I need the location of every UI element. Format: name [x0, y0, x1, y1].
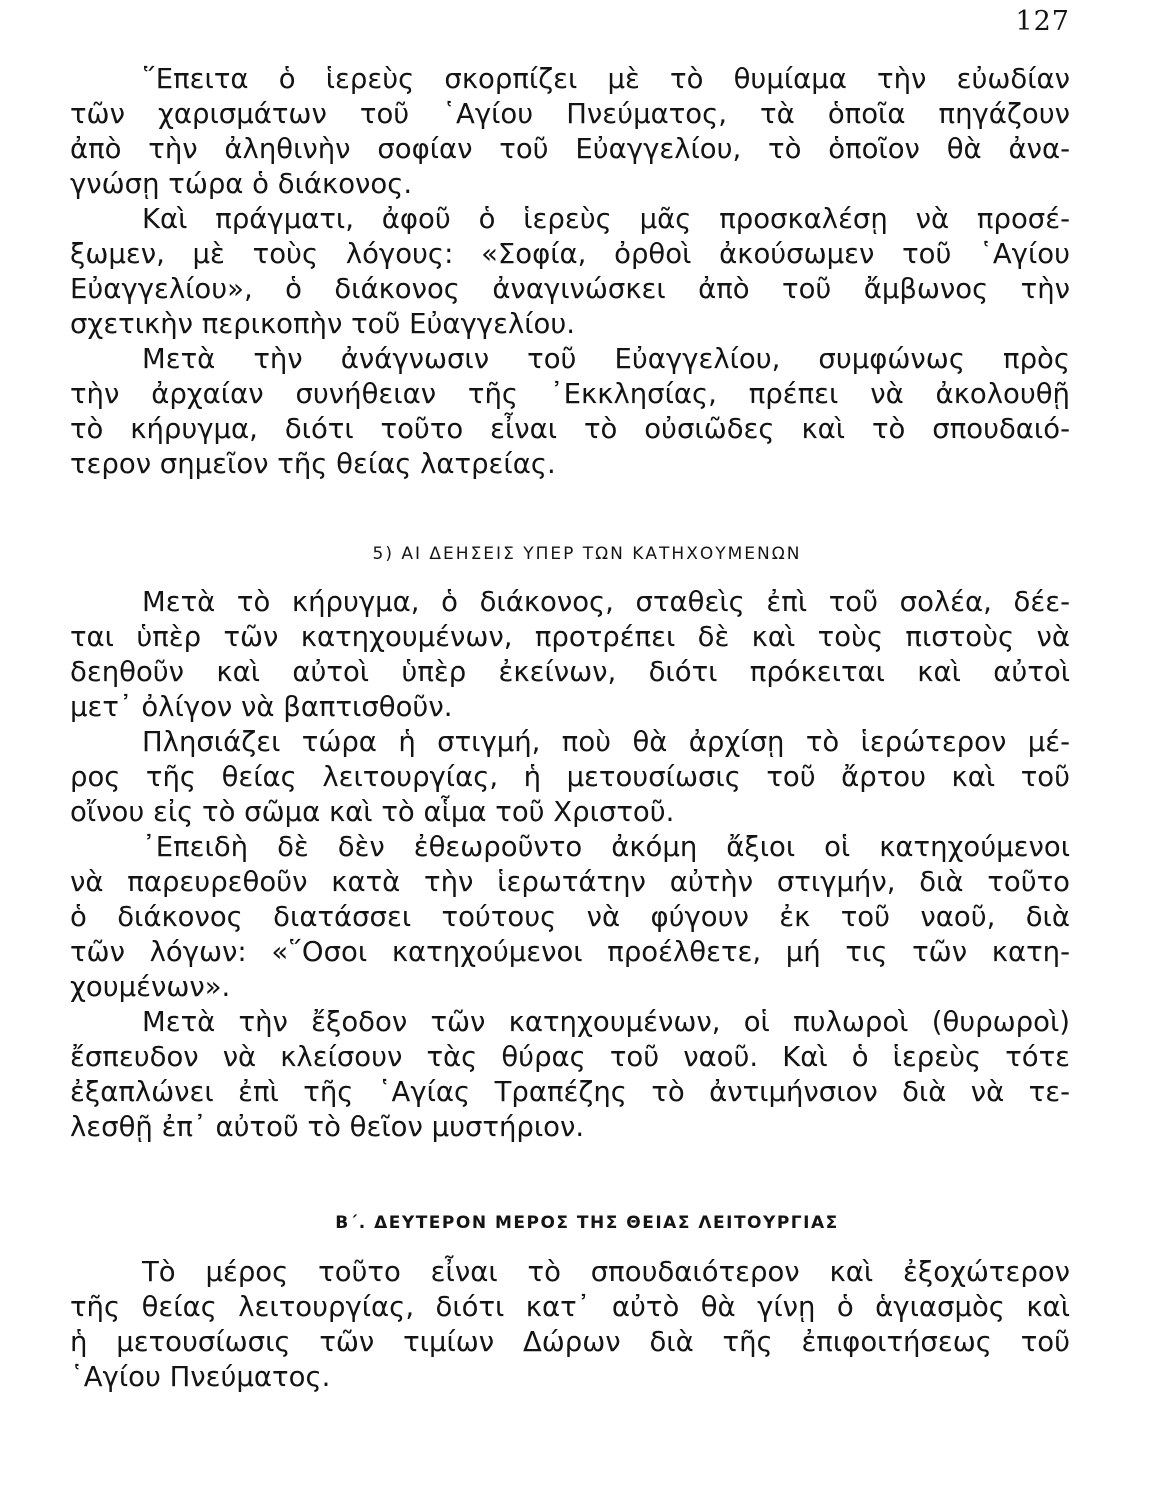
paragraph — [70, 62, 1070, 202]
section-heading: Β΄. ΔΕΥΤΕΡΟΝ ΜΕΡΟΣ ΤΗΣ ΘΕΙΑΣ ΛΕΙΤΟΥΡΓΙΑΣ — [335, 1213, 839, 1233]
text-line: Εὐαγγελίου», ὁ διάκονος ἀναγινώσκει ἀπὸ τοῦ ἄμβωνος τὴν — [70, 273, 1070, 305]
section-heading: 5) ΑΙ ΔΕΗΣΕΙΣ ΥΠΕΡ ΤΩΝ ΚΑΤΗΧΟΥΜΕΝΩΝ — [372, 544, 802, 564]
text-section-3 — [70, 1255, 1070, 1395]
paragraph — [70, 1005, 1070, 1145]
text-line: νὰ παρευρεθοῦν κατὰ τὴν ἱερωτάτην αὐτὴν στιγμήν, διὰ τοῦτο — [70, 866, 1070, 898]
text-line: Καὶ πράγματι, ἀφοῦ ὁ ἱερεὺς μᾶς προσκαλέσῃ νὰ προσέ- — [142, 203, 1070, 235]
text-line: ᾽Επειδὴ δὲ δὲν ἐθεωροῦντο ἀκόμη ἄξιοι οἱ κατηχούμενοι — [142, 831, 1070, 863]
text-line: Πλησιάζει τώρα ἡ στιγμή, ποὺ θὰ ἀρχίσῃ τὸ ἱερώτερον μέ- — [142, 726, 1070, 758]
text-line: ῾Αγίου Πνεύματος. — [70, 1361, 331, 1393]
text-line: τῶν λόγων: «῞Οσοι κατηχούμενοι προέλθετε, μή τις τῶν κατη- — [70, 936, 1070, 968]
text-line: τερον σημεῖον τῆς θείας λατρείας. — [70, 448, 556, 480]
text-section-2 — [70, 585, 1070, 1145]
paragraph — [70, 342, 1070, 482]
paragraph — [70, 1255, 1070, 1395]
text-line: γνώσῃ τώρα ὁ διάκονος. — [70, 168, 413, 200]
text-line: τῶν χαρισμάτων τοῦ ῾Αγίου Πνεύματος, τὰ ὁποῖα πηγάζουν — [70, 98, 1070, 130]
text-line: μετ᾽ ὀλίγον νὰ βαπτισθοῦν. — [70, 691, 453, 723]
text-line: ἡ μετουσίωσις τῶν τιμίων Δώρων διὰ τῆς ἐπιφοιτήσεως τοῦ — [70, 1326, 1070, 1358]
text-line: ρος τῆς θείας λειτουργίας, ἡ μετουσίωσις τοῦ ἄρτου καὶ τοῦ — [70, 761, 1070, 793]
text-line: τῆς θείας λειτουργίας, διότι κατ᾽ αὐτὸ θὰ γίνῃ ὁ ἁγιασμὸς καὶ — [70, 1291, 1070, 1323]
text-line: ται ὑπὲρ τῶν κατηχουμένων, προτρέπει δὲ καὶ τοὺς πιστοὺς νὰ — [70, 621, 1070, 653]
text-line: σχετικὴν περικοπὴν τοῦ Εὐαγγελίου. — [70, 308, 576, 340]
text-line: ξωμεν, μὲ τοὺς λόγους: «Σοφία, ὀρθοὶ ἀκούσωμεν τοῦ ῾Αγίου — [70, 238, 1070, 270]
paragraph — [70, 725, 1070, 830]
text-line: χουμένων». — [70, 971, 231, 1003]
text-line: ἀπὸ τὴν ἀληθινὴν σοφίαν τοῦ Εὐαγγελίου, τὸ ὁποῖον θὰ ἀνα- — [70, 133, 1070, 165]
text-line: Μετὰ τὴν ἀνάγνωσιν τοῦ Εὐαγγελίου, συμφώνως πρὸς — [142, 343, 1070, 375]
page-number: 127 — [1015, 6, 1070, 37]
text-line: Τὸ μέρος τοῦτο εἶναι τὸ σπουδαιότερον καὶ ἐξοχώτερον — [142, 1256, 1070, 1288]
text-line: τὴν ἀρχαίαν συνήθειαν τῆς ᾽Εκκλησίας, πρέπει νὰ ἀκολουθῇ — [70, 378, 1070, 410]
paragraph — [70, 202, 1070, 342]
text-line: ὁ διάκονος διατάσσει τούτους νὰ φύγουν ἐκ τοῦ ναοῦ, διὰ — [70, 901, 1070, 933]
text-line: ῞Επειτα ὁ ἱερεὺς σκορπίζει μὲ τὸ θυμίαμα τὴν εὐωδίαν — [142, 63, 1070, 95]
text-line: λεσθῇ ἐπ᾽ αὐτοῦ τὸ θεῖον μυστήριον. — [70, 1111, 585, 1143]
text-line: δεηθοῦν καὶ αὐτοὶ ὑπὲρ ἐκείνων, διότι πρόκειται καὶ αὐτοὶ — [70, 656, 1070, 688]
text-line: Μετὰ τὸ κήρυγμα, ὁ διάκονος, σταθεὶς ἐπὶ τοῦ σολέα, δέε- — [142, 586, 1070, 618]
text-line: ἐξαπλώνει ἐπὶ τῆς ῾Αγίας Τραπέζης τὸ ἀντιμήνσιον διὰ νὰ τε- — [70, 1076, 1070, 1108]
text-line: ἔσπευδον νὰ κλείσουν τὰς θύρας τοῦ ναοῦ. Καὶ ὁ ἱερεὺς τότε — [70, 1041, 1070, 1073]
text-line: τὸ κήρυγμα, διότι τοῦτο εἶναι τὸ οὐσιῶδες καὶ τὸ σπουδαιό- — [70, 413, 1070, 445]
text-line: Μετὰ τὴν ἔξοδον τῶν κατηχουμένων, οἱ πυλωροὶ (θυρωροὶ) — [142, 1006, 1070, 1038]
text-line: οἴνου εἰς τὸ σῶμα καὶ τὸ αἷμα τοῦ Χριστοῦ. — [70, 796, 675, 828]
paragraph — [70, 585, 1070, 725]
text-section-1 — [70, 62, 1070, 482]
paragraph — [70, 830, 1070, 1005]
